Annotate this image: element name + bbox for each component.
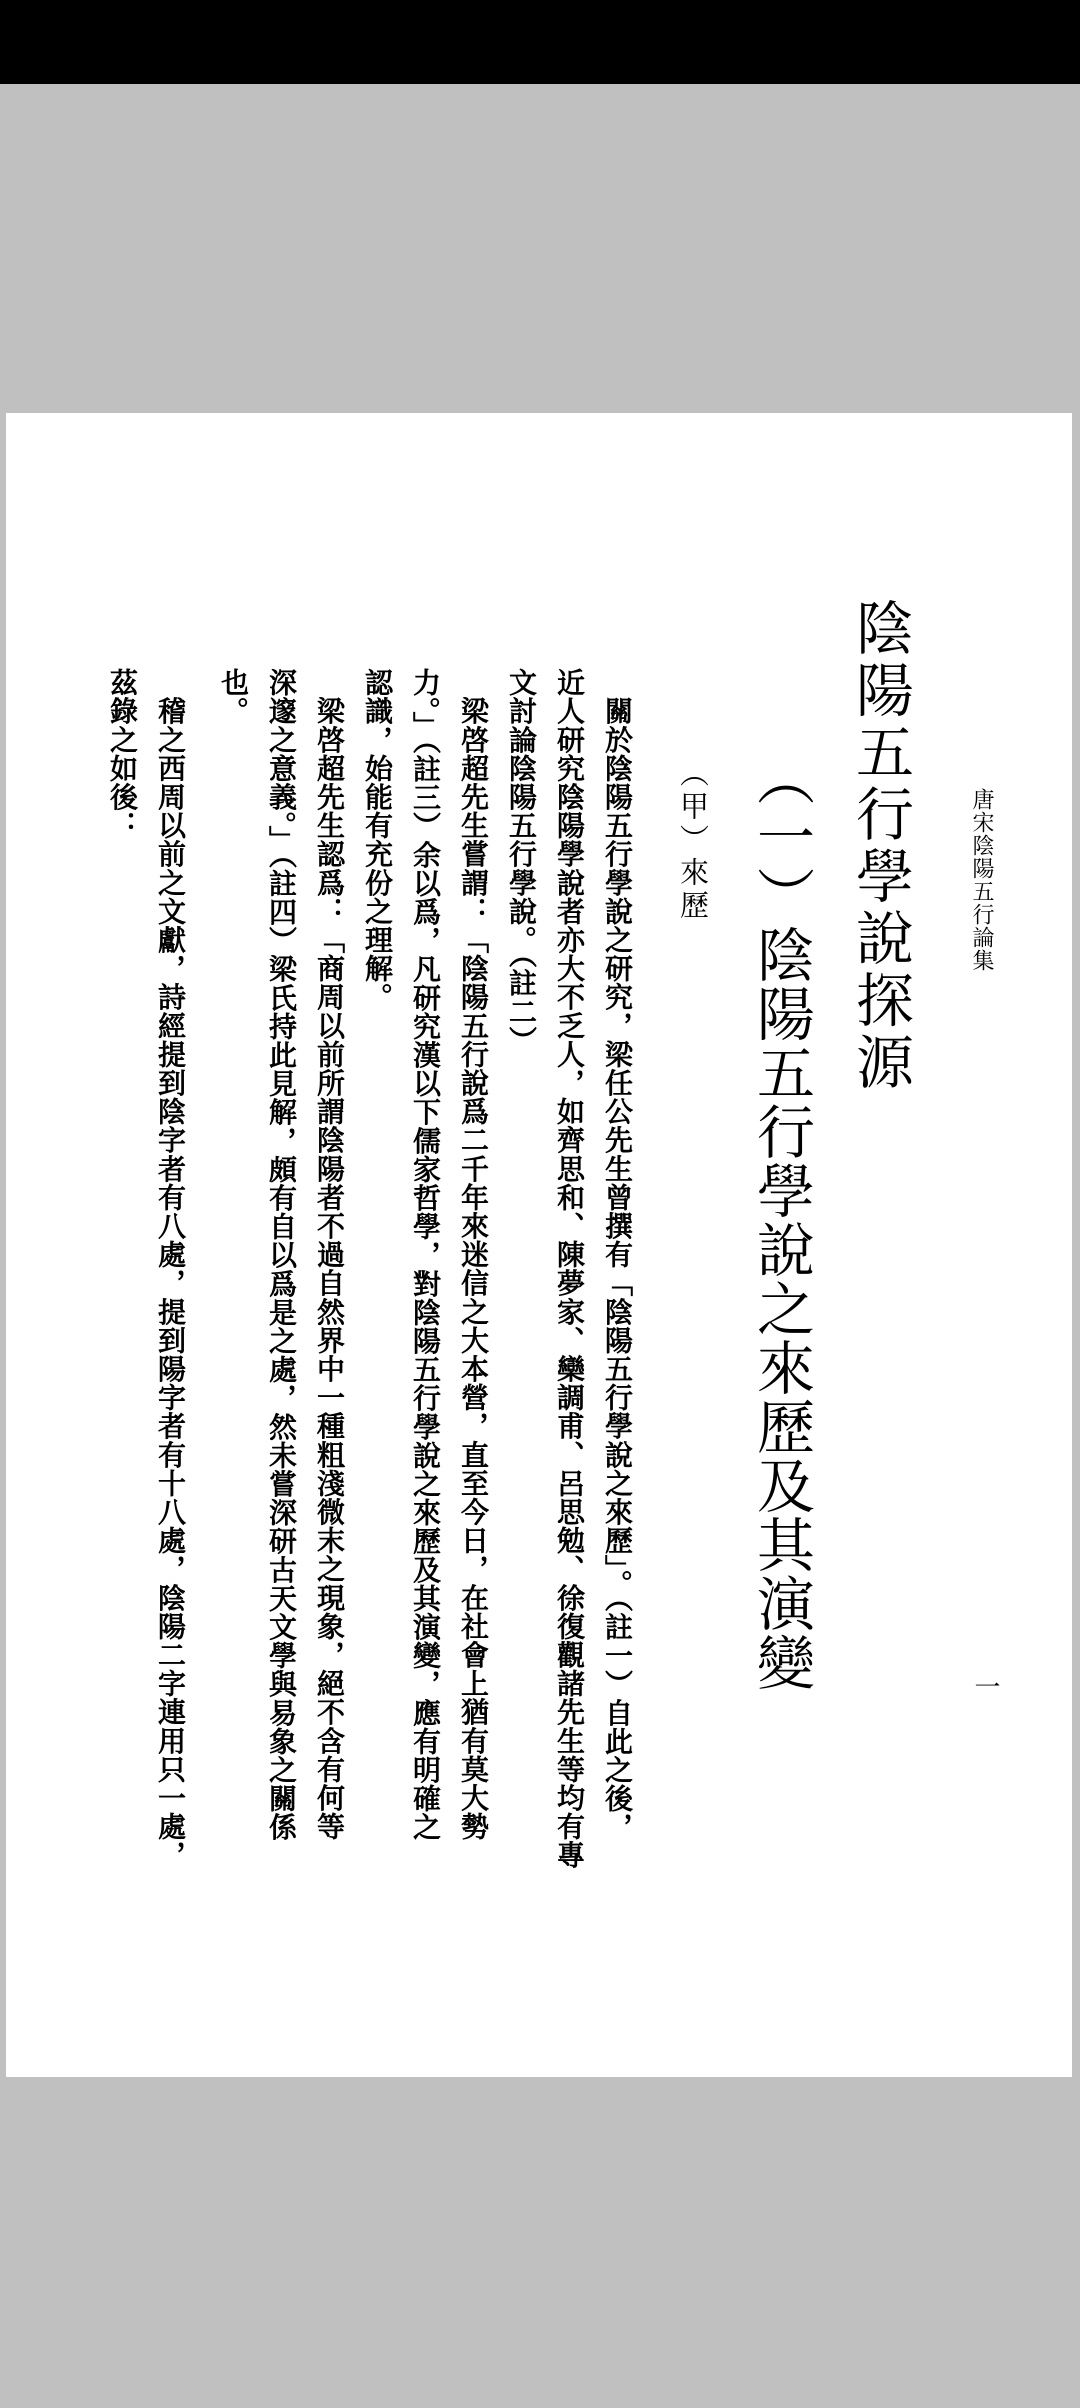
body-line: 稽之西周以前之文獻，詩經提到陰字者有八處，提到陽字者有十八處，陰陽二字連用只一處， [154,668,187,1870]
body-line: 關於陰陽五行學說之研究，梁任公先生曾撰有「陰陽五行學說之來歷」。（註一）自此之後， [601,668,634,1842]
body-line: 梁啓超先生嘗謂：「陰陽五行說爲二千年來迷信之大本營，直至今日，在社會上猶有莫大勢 [457,668,490,1841]
chapter-title: （一）陰陽五行學說之來歷及其演變 [747,748,815,1692]
body-line: 梁啓超先生認爲：「商周以前所謂陰陽者不過自然界中一種粗淺微末之現象，絕不含有何等 [313,668,346,1841]
page-number: 一 [970,1673,1000,1699]
body-line: 深邃之意義。」（註四）梁氏持此見解，頗有自以爲是之處，然未嘗深研古天文學與易象之關係 [265,668,298,1842]
body-line: 認識，始能有充份之理解。 [361,668,394,1012]
book-title: 陰陽五行學說探源 [846,598,914,1094]
document-page [6,413,1072,2077]
body-line: 也。 [217,668,250,726]
status-bar [0,0,1080,84]
body-line: 茲錄之如後： [106,668,139,840]
body-line: 力。」（註三）余以爲，凡研究漢以下儒家哲學，對陰陽五行學說之來歷及其演變，應有明確之 [409,668,442,1842]
running-head: 唐宋陰陽五行論集 [969,788,994,972]
section-title: （甲）來歷 [676,758,710,923]
body-line: 近人研究陰陽學說者亦大不乏人，如齊思和、陳夢家、欒調甫、呂思勉、徐復觀諸先生等均有專 [553,668,586,1870]
body-line: 文討論陰陽五行學說。（註二） [505,668,538,1055]
